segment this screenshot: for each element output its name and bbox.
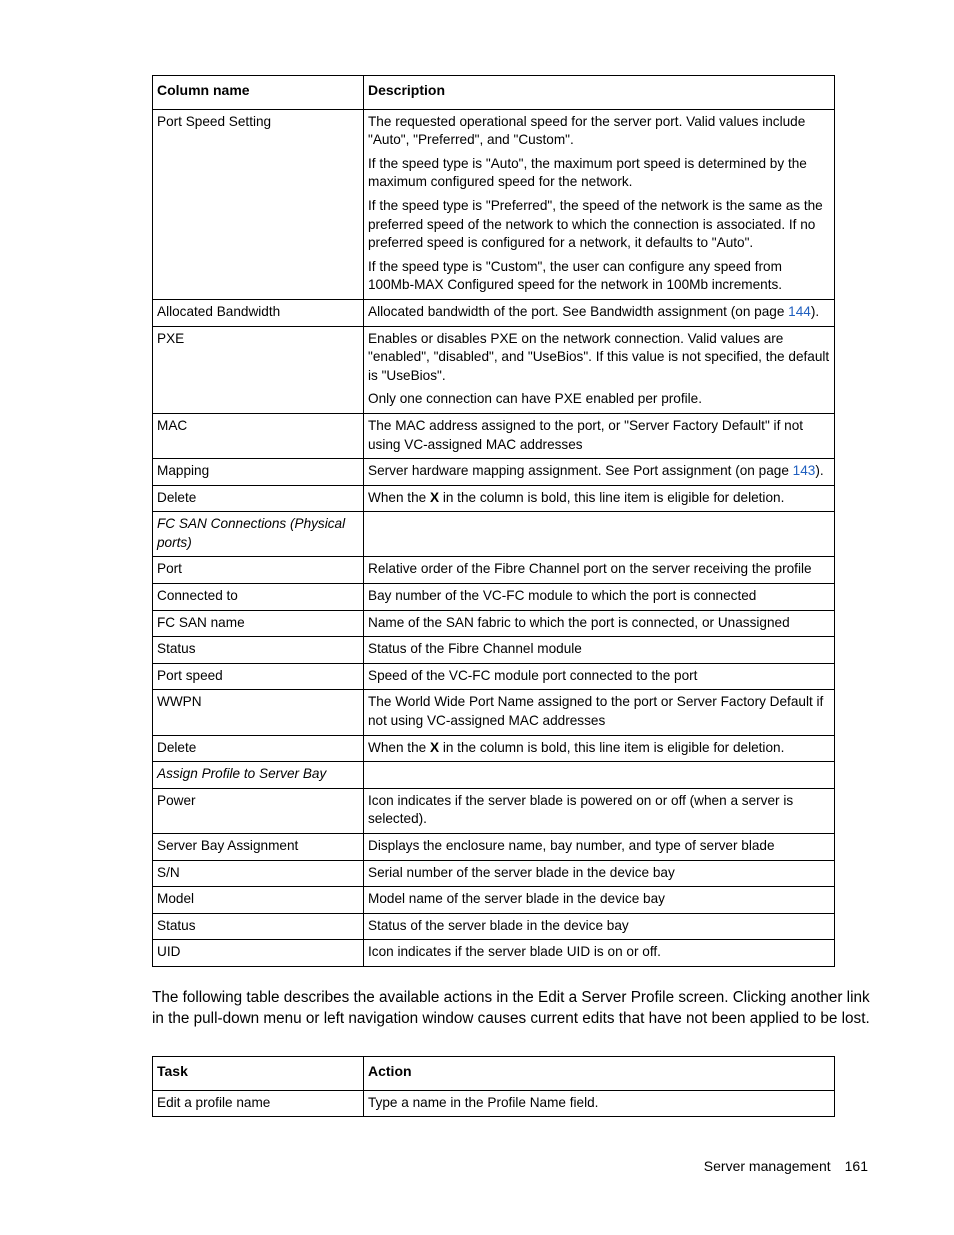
row-name: Port speed (153, 663, 364, 690)
table-row (153, 860, 835, 887)
row-description (364, 109, 835, 299)
table-header-row (153, 1057, 835, 1091)
section-row (153, 512, 835, 557)
table-row (153, 663, 835, 690)
row-description: Icon indicates if the server blade is powered on or off (when a server is selected). (364, 788, 835, 833)
description-text: ). (815, 463, 824, 479)
footer-section: Server management (703, 1158, 831, 1174)
page-number: 161 (844, 1158, 868, 1174)
table-row (153, 557, 835, 584)
row-name: FC SAN name (153, 610, 364, 637)
page-footer (704, 1158, 868, 1174)
description-paragraph: The requested operational speed for the server port. Valid values include "Auto", "Preferred", and "Custom". (368, 113, 806, 148)
row-name: MAC (153, 413, 364, 458)
row-name: Port Speed Setting (153, 109, 364, 299)
row-name: Connected to (153, 584, 364, 611)
row-description: Displays the enclosure name, bay number, and type of server blade (364, 834, 835, 861)
column-description-table (152, 75, 835, 967)
description-text: Allocated bandwidth of the port. See Bandwidth assignment (on page (368, 303, 789, 319)
table-row (153, 690, 835, 735)
description-text: When the (368, 739, 430, 755)
description-paragraph: Enables or disables PXE on the network connection. Valid values are "enabled", "disabled", and "UseBios". If this value is not specified, the default is "UseBios". (368, 330, 830, 383)
description-paragraph: If the speed type is "Preferred", the speed of the network is the same as the preferred speed of the network to which the connection is associated. If no preferred speed is configured for a network, it defaults to "Auto". (368, 197, 823, 251)
row-description (364, 459, 835, 486)
row-description: Bay number of the VC-FC module to which the port is connected (364, 584, 835, 611)
page-link-144[interactable]: 144 (788, 303, 811, 319)
row-name: Mapping (153, 459, 364, 486)
description-paragraph: If the speed type is "Auto", the maximum port speed is determined by the maximum configured speed for the network. (368, 155, 807, 190)
row-name: Edit a profile name (153, 1090, 364, 1117)
row-name: Server Bay Assignment (153, 834, 364, 861)
table-row (153, 584, 835, 611)
table-row (153, 887, 835, 914)
header-action: Action (364, 1057, 835, 1091)
task-action-table (152, 1056, 835, 1117)
table-row (153, 940, 835, 967)
row-description (364, 326, 835, 413)
row-description: Model name of the server blade in the device bay (364, 887, 835, 914)
row-name: Status (153, 637, 364, 664)
row-name: Delete (153, 735, 364, 762)
bold-x-marker: X (429, 489, 440, 505)
row-name: PXE (153, 326, 364, 413)
row-description (364, 485, 835, 512)
table-row (153, 735, 835, 762)
table-row (153, 413, 835, 458)
intro-paragraph: The following table describes the available actions in the Edit a Server Profile screen. Clicking another link in the pull-down menu or left navigation window causes current edits that have not been applied to be lost. (152, 989, 870, 1027)
row-description: The MAC address assigned to the port, or "Server Factory Default" if not using VC-assigned MAC addresses (364, 413, 835, 458)
table-header-row (153, 76, 835, 110)
row-description: The World Wide Port Name assigned to the port or Server Factory Default if not using VC-assigned MAC addresses (364, 690, 835, 735)
table-row (153, 913, 835, 940)
page-link-143[interactable]: 143 (792, 463, 816, 479)
description-text: When the (368, 489, 430, 505)
row-name: Allocated Bandwidth (153, 299, 364, 326)
row-name: Model (153, 887, 364, 914)
row-description (364, 762, 835, 789)
row-name: UID (153, 940, 364, 967)
bold-x-marker: X (429, 739, 440, 755)
row-description: Relative order of the Fibre Channel port on the server receiving the profile (364, 557, 835, 584)
table-row (153, 637, 835, 664)
header-description: Description (364, 76, 835, 110)
description-text: in the column is bold, this line item is eligible for deletion. (439, 489, 785, 505)
description-paragraph: Only one connection can have PXE enabled per profile. (368, 391, 703, 407)
row-description (364, 299, 835, 326)
row-description (364, 512, 835, 557)
section-row (153, 762, 835, 789)
table-row (153, 610, 835, 637)
row-description: Icon indicates if the server blade UID is on or off. (364, 940, 835, 967)
row-description: Status of the server blade in the device bay (364, 913, 835, 940)
description-text: Server hardware mapping assignment. See Port assignment (on page (368, 463, 793, 479)
description-text: in the column is bold, this line item is eligible for deletion. (439, 739, 785, 755)
row-name: Power (153, 788, 364, 833)
description-paragraph: If the speed type is "Custom", the user can configure any speed from 100Mb-MAX Configured speed for the network in 100Mb increments. (368, 258, 783, 293)
table-row (153, 109, 835, 299)
row-name: WWPN (153, 690, 364, 735)
table-row (153, 834, 835, 861)
row-name: Status (153, 913, 364, 940)
row-name: S/N (153, 860, 364, 887)
row-description: Type a name in the Profile Name field. (364, 1090, 835, 1117)
row-description: Name of the SAN fabric to which the port is connected, or Unassigned (364, 610, 835, 637)
table-row (153, 1090, 835, 1117)
table-row (153, 485, 835, 512)
section-heading: Assign Profile to Server Bay (153, 762, 364, 789)
table-row (153, 326, 835, 413)
description-text: ). (810, 303, 820, 319)
table-row (153, 299, 835, 326)
header-task: Task (153, 1057, 364, 1091)
row-description: Speed of the VC-FC module port connected to the port (364, 663, 835, 690)
header-column-name: Column name (153, 76, 364, 110)
row-description: Serial number of the server blade in the device bay (364, 860, 835, 887)
row-description: Status of the Fibre Channel module (364, 637, 835, 664)
row-name: Delete (153, 485, 364, 512)
row-description (364, 735, 835, 762)
row-name: Port (153, 557, 364, 584)
table-row (153, 788, 835, 833)
table-row (153, 459, 835, 486)
section-heading: FC SAN Connections (Physical ports) (153, 512, 364, 557)
